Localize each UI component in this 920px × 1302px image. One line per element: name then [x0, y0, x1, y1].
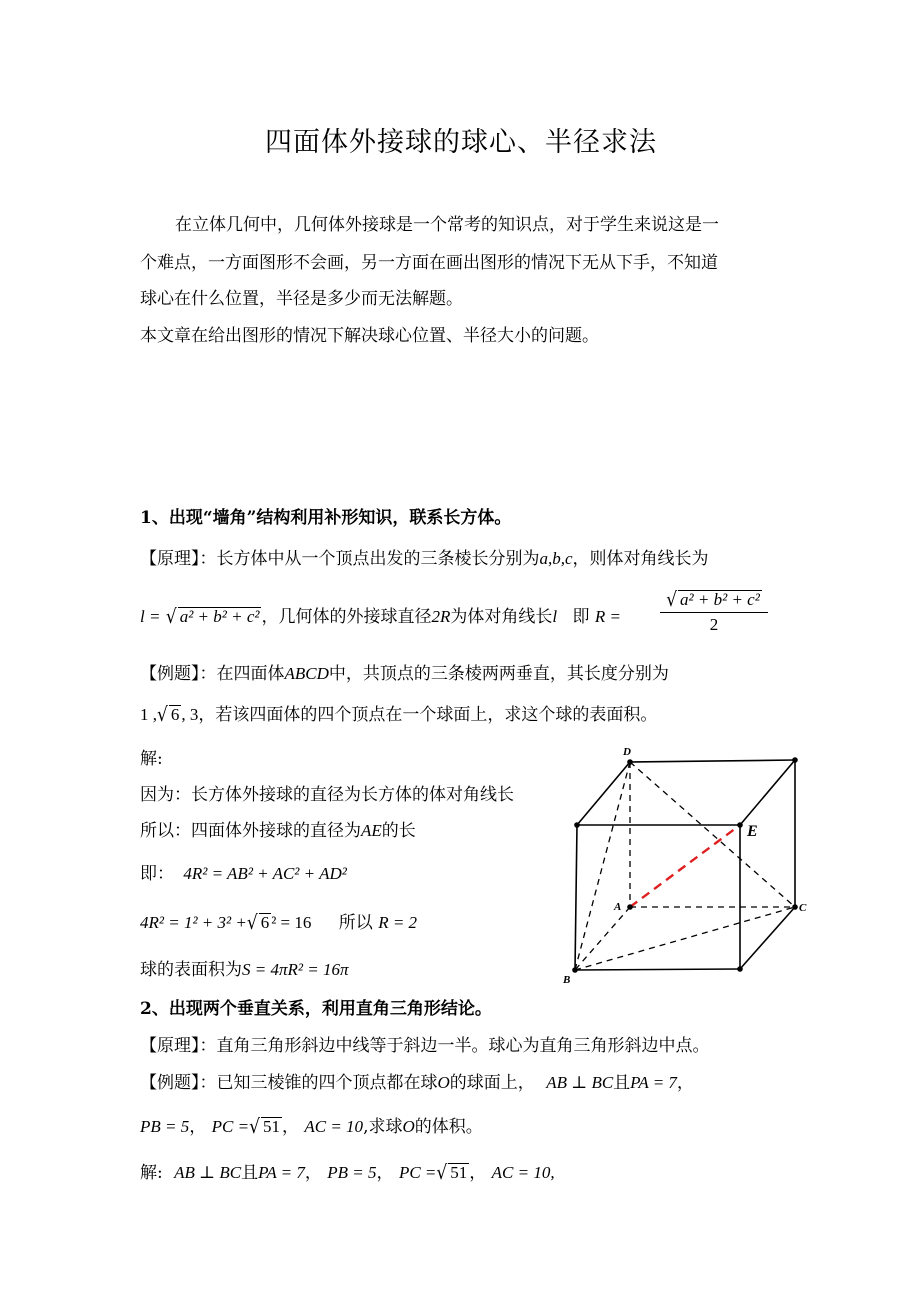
diagonal-formula-line — [140, 607, 621, 627]
cuboid-figure — [555, 740, 815, 990]
r-lhs: R = — [594, 607, 622, 626]
area-line — [140, 960, 348, 980]
example-name: ABCD — [284, 664, 329, 683]
intro-line-3: 球心在什么位置，半径是多少而无法解题。 — [140, 289, 463, 309]
solution-label: 解: — [140, 749, 163, 769]
sol-pb: PB = 5 — [327, 1163, 377, 1182]
vertex-a — [627, 904, 633, 910]
radical-icon: √ — [165, 605, 177, 629]
eq1: 4R² = AB² + AC² + AD² — [183, 864, 347, 883]
eq2-line — [140, 913, 417, 933]
radical-icon: √ — [666, 588, 678, 612]
intro-line-2: 个难点，一方面图形不会画，另一方面在画出图形的情况下无从下手，不知道 — [140, 253, 718, 273]
vertex-top-back — [792, 757, 798, 763]
sphere-o-2: O — [402, 1117, 415, 1136]
area-text: 球的表面积为 — [140, 960, 242, 980]
example-val-sqrt: 6 — [170, 705, 180, 724]
example2-text: 已知三棱锥的四个顶点都在球 — [216, 1073, 438, 1093]
label-a: A — [614, 901, 622, 913]
eq2-sqrt: 6 — [260, 913, 270, 932]
two-r: 2R — [431, 607, 451, 626]
hidden-edge-db — [575, 762, 630, 970]
section2-heading: 2、出现两个垂直关系，利用直角三角形结论。 — [140, 999, 492, 1019]
cond-pb: PB = 5 — [140, 1117, 190, 1136]
l-text: ，几何体的外接球直径 — [261, 607, 432, 627]
hidden-edge-bc — [575, 907, 795, 970]
solution2-line: 解: AB ⊥ BC且PA = 7， PB = 5， PC =√ 51 ， AC = 10, — [140, 1161, 555, 1185]
l-var: l — [552, 607, 558, 626]
edge-front-bottom — [575, 969, 740, 970]
sphere-o: O — [437, 1073, 450, 1092]
intro-line-1: 在立体几何中，几何体外接球是一个常考的知识点，对于学生来说这是一 — [175, 215, 719, 235]
cond-pc-lhs: PC = — [211, 1117, 250, 1136]
sol-and: 且 — [241, 1163, 259, 1183]
example-text1: 在四面体 — [216, 664, 285, 684]
cond-ac: AC = 10 — [304, 1117, 364, 1136]
example-val-3: , 3 — [181, 705, 199, 724]
example-text3: ，若该四面体的四个顶点在一个球面上，求这个球的表面积。 — [198, 705, 658, 725]
eq2-r: R = 2 — [378, 913, 418, 932]
cond-ab-bc: AB ⊥ BC — [546, 1073, 614, 1092]
label-c: C — [799, 902, 807, 914]
principle-tag: 【原理】： — [140, 549, 217, 569]
example2-text2: 的球面上， — [449, 1073, 535, 1093]
example2-line-1: 【例题】：已知三棱锥的四个顶点都在球O的球面上， AB ⊥ BC且PA = 7， — [140, 1073, 694, 1093]
section1-principle — [140, 549, 709, 569]
vertex-top-front — [574, 822, 580, 828]
radical-icon: √ — [436, 1161, 448, 1185]
r-numerator: a² + b² + c² — [680, 590, 760, 609]
intro-line-4: 本文章在给出图形的情况下解决球心位置、半径大小的问题。 — [140, 326, 599, 346]
example-tag: 【例题】： — [140, 664, 217, 684]
sol-pc-sqrt: 51 — [450, 1163, 468, 1182]
ji-label: 即： — [140, 864, 174, 884]
vertex-d — [627, 759, 633, 765]
label-b: B — [563, 974, 571, 986]
and-label: 且 — [613, 1073, 631, 1093]
l-text2: 为体对角线长 — [450, 607, 553, 627]
eq2-so: 所以 — [338, 913, 373, 933]
principle2-tag: 【原理】： — [140, 1036, 217, 1056]
example-text2: 中，共顶点的三条棱两两垂直，其长度分别为 — [328, 664, 669, 684]
principle-vars: a,b,c — [539, 549, 573, 568]
eq2-a: 4R² = 1² + 3² + — [140, 913, 247, 932]
example2-tag: 【例题】： — [140, 1073, 217, 1093]
l-radicand: a² + b² + c² — [179, 607, 260, 626]
label-d: D — [623, 746, 631, 758]
so-line — [140, 821, 416, 841]
ie-label: 即 — [572, 607, 590, 627]
radius-fraction — [660, 590, 768, 635]
because-line: 因为：长方体外接球的直径为长方体的体对角线长 — [140, 785, 514, 805]
label-e: E — [747, 823, 758, 840]
sol-ac: AC = 10, — [491, 1163, 555, 1182]
principle-text: 长方体中从一个顶点出发的三条棱长分别为 — [216, 549, 540, 569]
example1-line-1 — [140, 664, 669, 684]
hidden-edge-dc — [630, 762, 795, 907]
page-title: 四面体外接球的球心、半径求法 — [265, 127, 657, 158]
radical-icon: √ — [249, 1115, 260, 1139]
ask-text: ,求球 — [363, 1117, 403, 1137]
edge-bottom-right — [740, 907, 795, 969]
sol-pc-lhs: PC = — [398, 1163, 437, 1182]
example-val-1: 1 , — [140, 705, 157, 724]
eq1-line — [140, 864, 347, 884]
vertex-bottom-front — [737, 966, 743, 972]
radical-icon: √ — [157, 703, 168, 727]
edge-front-left — [575, 825, 577, 970]
cond-pa: PA = 7 — [630, 1073, 677, 1092]
vertex-c — [792, 904, 798, 910]
r-denominator: 2 — [709, 615, 719, 634]
diagonal-ae — [630, 825, 740, 907]
vertex-b — [572, 967, 578, 973]
so-ae: AE — [361, 821, 382, 840]
sol-pa: PA = 7 — [258, 1163, 305, 1182]
ask-text2: 的体积。 — [414, 1117, 483, 1137]
principle2-text: 直角三角形斜边中线等于斜边一半。球心为直角三角形斜边中点。 — [216, 1036, 710, 1056]
so-text: 所以：四面体外接球的直径为 — [140, 821, 361, 841]
area-eq: S = 4πR² = 16π — [242, 960, 349, 979]
edge-top-left — [577, 762, 630, 825]
edge-top-back — [630, 760, 795, 762]
section2-principle — [140, 1036, 710, 1056]
example2-line-2: PB = 5， PC =√ 51 ， AC = 10,求球O的体积。 — [140, 1115, 483, 1139]
solution2-label: 解: — [140, 1163, 163, 1183]
so-tail: 的长 — [381, 821, 416, 841]
section1-heading: 1、出现“墙角”结构利用补形知识，联系长方体。 — [140, 508, 512, 528]
radical-icon: √ — [246, 911, 258, 935]
example1-line-2 — [140, 705, 657, 725]
eq2-b: ² = 16 — [271, 913, 312, 932]
vertex-e — [737, 822, 743, 828]
principle-tail: ，则体对角线长为 — [572, 549, 709, 569]
cond-pc-sqrt: 51 — [262, 1117, 280, 1136]
edge-top-right — [740, 760, 795, 825]
l-lhs: l = — [140, 607, 161, 626]
hidden-edge-ab — [575, 907, 630, 970]
sol-ab-bc: AB ⊥ BC — [174, 1163, 242, 1182]
